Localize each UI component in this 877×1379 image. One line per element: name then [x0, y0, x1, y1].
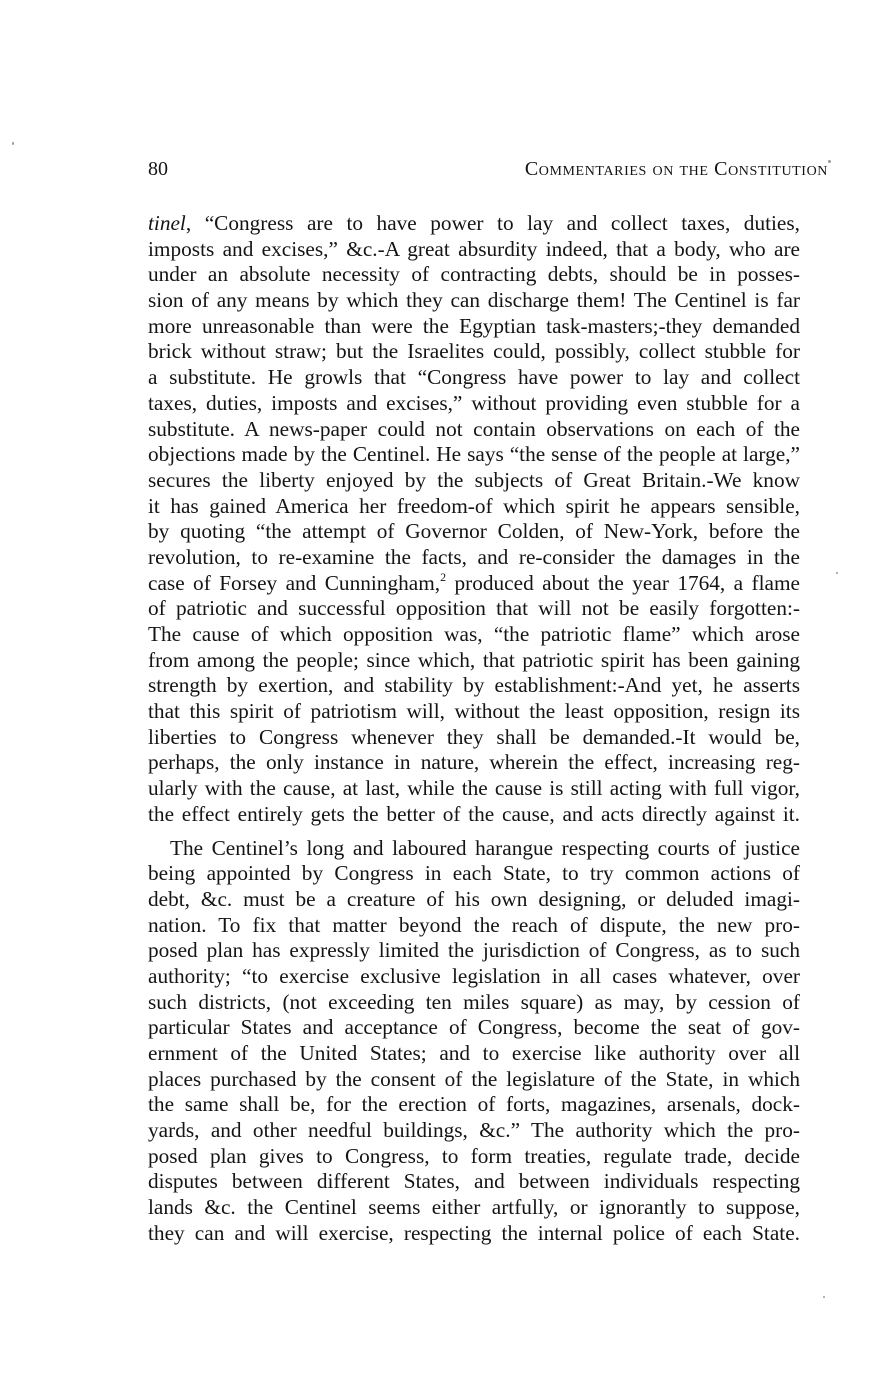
- text-line: more unreasonable than were the Egyptian task-masters;-they demanded: [148, 313, 800, 338]
- text-line: revolution, to re-examine the facts, and re-consider the damages in the: [148, 544, 800, 569]
- text-line: a substitute. He growls that “Congress have power to lay and collect: [148, 365, 800, 390]
- page-number: 80: [148, 158, 168, 180]
- paper-speck: [12, 142, 14, 145]
- body-text: [148, 211, 800, 1247]
- running-head: [148, 158, 828, 188]
- text-line-content: tinel: [148, 211, 186, 235]
- text-line: imposts and excises,” &c.-A great absurdity indeed, that a body, who are: [148, 236, 800, 261]
- text-line: liberties to Congress whenever they shall be demanded.-It would be,: [148, 724, 800, 749]
- text-line: taxes, duties, imposts and excises,” without providing even stubble for a: [148, 390, 800, 415]
- text-line: such districts, (not exceeding ten miles square) as may, by cession of: [148, 989, 800, 1014]
- text-line: yards, and other needful buildings, &c.” The authority which the pro-: [148, 1118, 800, 1143]
- text-line: debt, &c. must be a creature of his own designing, or deluded imagi-: [148, 886, 800, 911]
- text-line: they can and will exercise, respecting the internal police of each State.: [148, 1220, 800, 1245]
- text-line: of patriotic and successful opposition that will not be easily forgotten:-: [148, 596, 800, 621]
- text-line: The cause of which opposition was, “the patriotic flame” which arose: [148, 622, 800, 646]
- text-line: substitute. A news-paper could not contain observations on each of the: [148, 416, 800, 441]
- text-line: particular States and acceptance of Congress, become the seat of gov-: [148, 1015, 800, 1040]
- text-line: it has gained America her freedom-of which spirit he appears sensible,: [148, 493, 800, 518]
- text-line: authority; “to exercise exclusive legislation in all cases whatever, over: [148, 963, 800, 988]
- text-fragment: , “Congress are to have power to lay and collect taxes, duties,: [185, 211, 800, 235]
- text-line: places purchased by the consent of the legislature of the State, in which: [148, 1066, 800, 1091]
- text-line: ernment of the United States; and to exercise like authority over all: [148, 1041, 800, 1065]
- paper-speck: [836, 572, 838, 574]
- text-line: ularly with the cause, at last, while the cause is still acting with full vigor,: [148, 776, 800, 801]
- text-fragment: case of Forsey and Cunningham,: [148, 570, 441, 595]
- paper-speck: [823, 1296, 825, 1298]
- text-line: strength by exertion, and stability by establishment:-And yet, he asserts: [148, 673, 800, 698]
- text-line: sion of any means by which they can discharge them! The Centinel is far: [148, 288, 800, 313]
- text-line: [148, 211, 800, 237]
- text-line: perhaps, the only instance in nature, wherein the effect, increasing reg-: [148, 750, 800, 775]
- text-fragment: produced about the year 1764, a flame: [446, 570, 800, 595]
- text-line: objections made by the Centinel. He says “the sense of the people at large,”: [148, 442, 800, 467]
- text-line: under an absolute necessity of contracting debts, should be in posses-: [148, 262, 800, 287]
- text-line: nation. To fix that matter beyond the reach of dispute, the new pro-: [148, 912, 800, 937]
- paragraph-spacer: [148, 828, 800, 836]
- paragraph: [148, 836, 800, 1247]
- text-line: by quoting “the attempt of Governor Colden, of New-York, before the: [148, 519, 800, 544]
- text-line: [148, 571, 800, 597]
- text-line: secures the liberty enjoyed by the subjects of Great Britain.-We know: [148, 467, 800, 492]
- text-line: that this spirit of patriotism will, without the least opposition, resign its: [148, 699, 800, 724]
- text-line: posed plan gives to Congress, to form treaties, regulate trade, decide: [148, 1143, 800, 1168]
- text-line: lands &c. the Centinel seems either artfully, or ignorantly to suppose,: [148, 1195, 800, 1220]
- text-line: disputes between different States, and between individuals respecting: [148, 1169, 800, 1194]
- text-line: being appointed by Congress in each State, to try common actions of: [148, 861, 800, 886]
- text-line: The Centinel’s long and laboured harangue respecting courts of justice: [170, 835, 800, 860]
- text-line: the same shall be, for the erection of forts, magazines, arsenals, dock-: [148, 1092, 800, 1117]
- paper-speck: [828, 160, 831, 163]
- paragraph: [148, 211, 800, 828]
- footnote-marker: 2: [440, 569, 447, 584]
- text-line: from among the people; since which, that patriotic spirit has been gaining: [148, 647, 800, 672]
- running-title: Commentaries on the Constitution: [524, 158, 828, 180]
- text-line: the effect entirely gets the better of the cause, and acts directly against it.: [148, 801, 800, 826]
- text-line: brick without straw; but the Israelites could, possibly, collect stubble for: [148, 339, 800, 364]
- text-line: posed plan has expressly limited the jurisdiction of Congress, as to such: [148, 938, 800, 963]
